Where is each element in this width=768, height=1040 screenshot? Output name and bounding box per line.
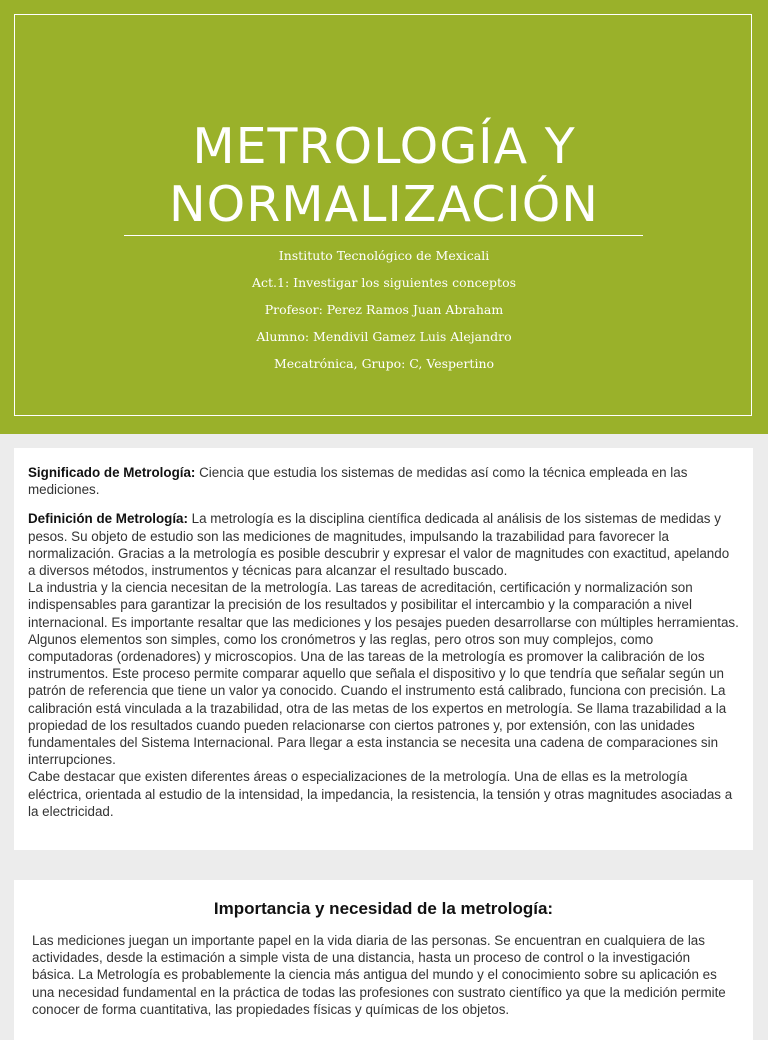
importance-heading: Importancia y necesidad de la metrología: bbox=[213, 899, 554, 918]
importance-slide bbox=[14, 880, 753, 1040]
activity-line: Act.1: Investigar los siguientes conceptos bbox=[251, 275, 517, 290]
areas-paragraph: Cabe destacar que existen diferentes áreas o especializaciones de la metrología. Una de ellas es la metrología eléctrica, orientada al estudio de la intensidad, la impedancia, la resistencia, la tensión y otras magnitudes asociadas a la electricidad. bbox=[28, 769, 733, 819]
title-line-1: METROLOGÍA Y bbox=[192, 118, 576, 175]
definicion-label: Definición de Metrología: bbox=[28, 511, 188, 527]
title-line-2: NORMALIZACIÓN bbox=[169, 176, 599, 233]
significado-label: Significado de Metrología: bbox=[28, 465, 196, 480]
definitions-slide bbox=[14, 448, 753, 850]
significado-text: Ciencia que estudia los sistemas de medidas así como la técnica empleada en las mediciones. bbox=[28, 465, 688, 498]
group-line: Mecatrónica, Grupo: C, Vespertino bbox=[273, 356, 495, 371]
definicion-text: La metrología es la disciplina científica dedicada al análisis de los sistemas de medidas y pesos. Su objeto de estudio son las mediciones de magnitudes, impulsando la trazabilidad para favorecer la normalización. Gracias a la metrología es posible descubrir y expresar el valor de magnitudes con exactitud, apelando a diversos métodos, instrumentos y técnicas para alcanzar el resultado buscado. bbox=[28, 511, 730, 579]
title-divider bbox=[124, 235, 643, 236]
subtitle-block bbox=[0, 245, 768, 380]
importance-paragraph: Las mediciones juegan un importante papel en la vida diaria de las personas. Se encuentran en cualquiera de las actividades, desde la estimación a simple vista de una distancia, hasta un proceso de control o la investigación básica. La Metrología es probablemente la ciencia más antigua del mundo y el conocimiento sobre su aplicación es una necesidad fundamental en la práctica de todas las profesiones con sustrato científico ya que la medición permite conocer de forma cuantitativa, las propiedades físicas y químicas de los objetos. bbox=[32, 933, 726, 1017]
professor-line: Profesor: Perez Ramos Juan Abraham bbox=[264, 302, 504, 317]
presentation-title bbox=[0, 118, 768, 234]
student-line: Alumno: Mendivil Gamez Luis Alejandro bbox=[256, 329, 512, 344]
institution-line: Instituto Tecnológico de Mexicali bbox=[278, 248, 490, 263]
significado-paragraph bbox=[28, 464, 739, 498]
industria-paragraph: La industria y la ciencia necesitan de la metrología. Las tareas de acreditación, certificación y normalización son indispensables para garantizar la precisión de los resultados y posibilitar el intercambio y la comparación a nivel internacional. Es importante resaltar que las mediciones y los pesajes pueden desarrollarse con múltiples herramientas. Algunos elementos son simples, como los cronómetros y las reglas, pero otros son muy complejos, como computadoras (ordenadores) y microscopios. Una de las tareas de la metrología es promover la calibración de los instrumentos. Este proceso permite comparar aquello que señala el dispositivo y lo que tendría que señalar según un patrón de referencia que tiene un valor ya conocido. Cuando el instrumento está calibrado, funciona con precisión. La calibración está vinculada a la trazabilidad, otra de las metas de los expertos en metrología. Se llama trazabilidad a la propiedad de los resultados cuando pueden relacionarse con ciertos patrones y, por extensión, con las unidades fundamentales del Sistema Internacional. Para llegar a esta instancia se necesita una cadena de comparaciones sin interrupciones. bbox=[28, 580, 739, 768]
definicion-paragraph bbox=[28, 510, 739, 579]
title-slide bbox=[0, 0, 768, 434]
